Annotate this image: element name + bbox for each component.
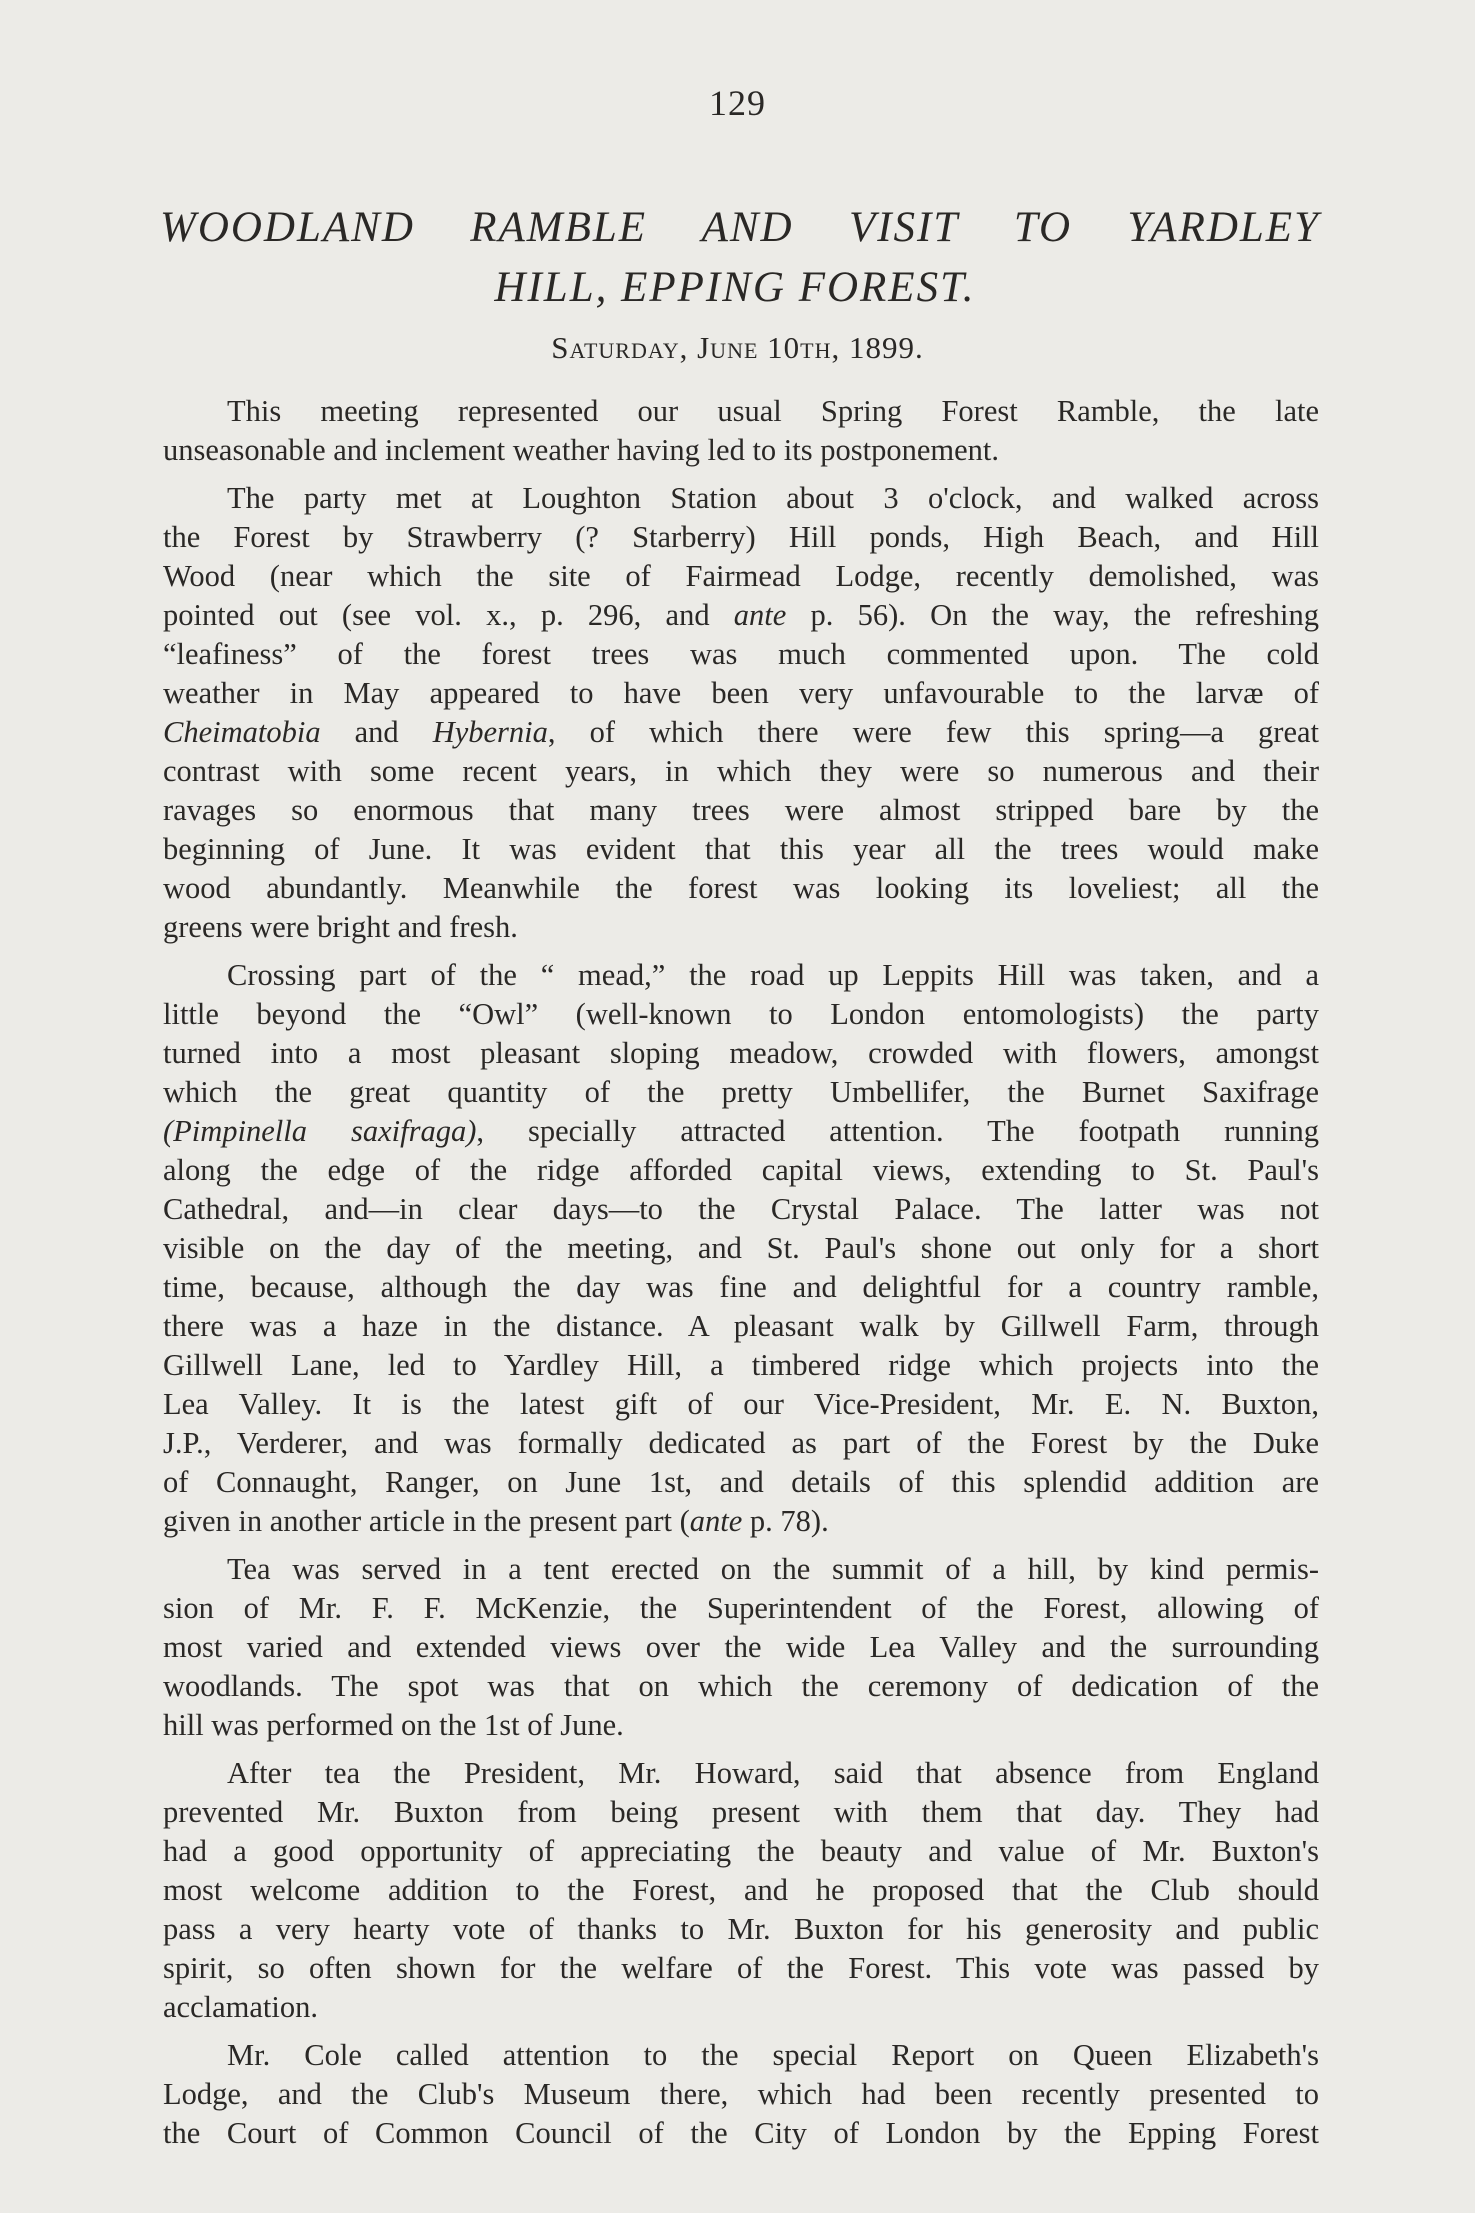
text-line: most varied and extended views over the wide Lea Valley and the surrounding <box>163 1630 1319 1664</box>
text-line: woodlands. The spot was that on which the ceremony of dedication of the <box>163 1669 1319 1703</box>
paragraph-6 <box>163 2036 1319 2153</box>
text-line: ravages so enormous that many trees were almost stripped bare by the <box>163 793 1319 827</box>
text-line: of Connaught, Ranger, on June 1st, and details of this splendid addition are <box>163 1465 1319 1499</box>
text-line: Lea Valley. It is the latest gift of our Vice-President, Mr. E. N. Buxton, <box>163 1387 1319 1421</box>
text-line: little beyond the “Owl” (well-known to London entomologists) the party <box>163 997 1319 1031</box>
article-title <box>160 198 1320 318</box>
text-line: Wood (near which the site of Fairmead Lodge, recently demolished, was <box>163 559 1319 593</box>
paragraph-1 <box>163 392 1319 470</box>
text-line: most welcome addition to the Forest, and he proposed that the Club should <box>163 1873 1319 1907</box>
text-line: “leafiness” of the forest trees was much commented upon. The cold <box>163 637 1319 671</box>
text-line: time, because, although the day was fine and delightful for a country ramble, <box>163 1270 1319 1304</box>
text-line: Cathedral, and—in clear days—to the Crystal Palace. The latter was not <box>163 1192 1319 1226</box>
text-line: contrast with some recent years, in which they were so numerous and their <box>163 754 1319 788</box>
title-line-1: WOODLAND RAMBLE AND VISIT TO YARDLEY <box>160 204 1320 251</box>
text-line: acclamation. <box>163 1990 318 2024</box>
text-line: given in another article in the present part (ante p. 78). <box>163 1504 829 1538</box>
text-line: Gillwell Lane, led to Yardley Hill, a timbered ridge which projects into the <box>163 1348 1319 1382</box>
page-number: 129 <box>709 83 766 123</box>
paragraph-4 <box>163 1550 1319 1745</box>
text-line: Cheimatobia and Hybernia, of which there were few this spring—a great <box>163 715 1319 749</box>
paragraph-3 <box>163 956 1319 1541</box>
text-line: (Pimpinella saxifraga), specially attracted attention. The footpath running <box>163 1114 1319 1148</box>
text-line: This meeting represented our usual Spring Forest Ramble, the late <box>227 394 1319 428</box>
text-line: prevented Mr. Buxton from being present with them that day. They had <box>163 1795 1319 1829</box>
meeting-date: Saturday, June 10th, 1899. <box>551 330 924 365</box>
text-line: J.P., Verderer, and was formally dedicated as part of the Forest by the Duke <box>163 1426 1319 1460</box>
text-line: weather in May appeared to have been very unfavourable to the larvæ of <box>163 676 1319 710</box>
text-line: Tea was served in a tent erected on the summit of a hill, by kind permis- <box>227 1552 1319 1586</box>
text-line: Crossing part of the “ mead,” the road up Leppits Hill was taken, and a <box>227 958 1319 992</box>
text-line: wood abundantly. Meanwhile the forest was looking its loveliest; all the <box>163 871 1319 905</box>
text-line: visible on the day of the meeting, and St. Paul's shone out only for a short <box>163 1231 1319 1265</box>
text-line: had a good opportunity of appreciating the beauty and value of Mr. Buxton's <box>163 1834 1319 1868</box>
text-line: there was a haze in the distance. A pleasant walk by Gillwell Farm, through <box>163 1309 1319 1343</box>
text-line: the Court of Common Council of the City of London by the Epping Forest <box>163 2116 1319 2150</box>
text-line: greens were bright and fresh. <box>163 910 518 944</box>
text-line: hill was performed on the 1st of June. <box>163 1708 624 1742</box>
text-line: along the edge of the ridge afforded capital views, extending to St. Paul's <box>163 1153 1319 1187</box>
text-line: which the great quantity of the pretty Umbellifer, the Burnet Saxifrage <box>163 1075 1319 1109</box>
text-line: spirit, so often shown for the welfare of the Forest. This vote was passed by <box>163 1951 1319 1985</box>
text-line: pointed out (see vol. x., p. 296, and ante p. 56). On the way, the refreshing <box>163 598 1319 632</box>
paragraph-2 <box>163 479 1319 947</box>
text-line: Mr. Cole called attention to the special Report on Queen Elizabeth's <box>227 2038 1319 2072</box>
text-line: After tea the President, Mr. Howard, said that absence from England <box>227 1756 1319 1790</box>
text-line: The party met at Loughton Station about 3 o'clock, and walked across <box>227 481 1319 515</box>
text-line: unseasonable and inclement weather having led to its postponement. <box>163 433 999 467</box>
title-line-2: HILL, EPPING FOREST. <box>494 264 976 311</box>
text-line: the Forest by Strawberry (? Starberry) Hill ponds, High Beach, and Hill <box>163 520 1319 554</box>
paragraph-5 <box>163 1754 1319 2027</box>
text-line: beginning of June. It was evident that this year all the trees would make <box>163 832 1319 866</box>
text-line: sion of Mr. F. F. McKenzie, the Superintendent of the Forest, allowing of <box>163 1591 1319 1625</box>
text-line: turned into a most pleasant sloping meadow, crowded with flowers, amongst <box>163 1036 1319 1070</box>
text-line: Lodge, and the Club's Museum there, which had been recently presented to <box>163 2077 1319 2111</box>
text-line: pass a very hearty vote of thanks to Mr. Buxton for his generosity and public <box>163 1912 1319 1946</box>
article-body <box>163 392 1319 2162</box>
